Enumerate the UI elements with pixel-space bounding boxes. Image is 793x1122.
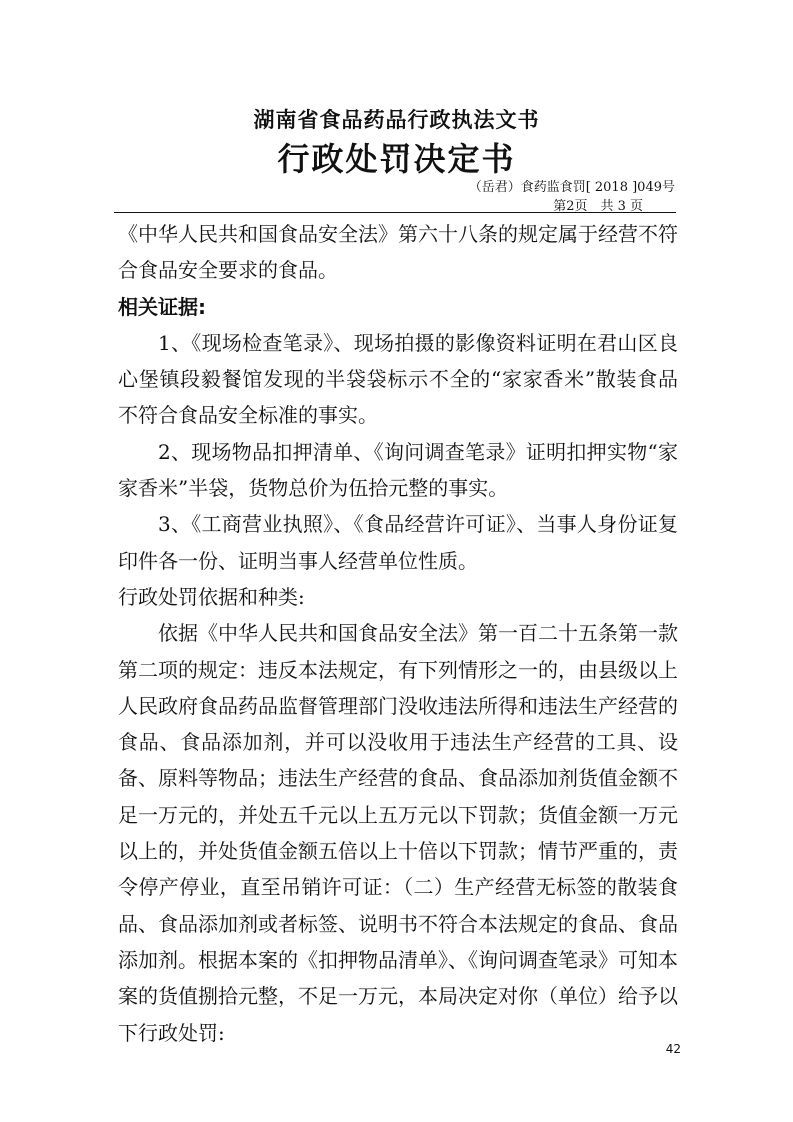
- document-body: [118, 216, 678, 1051]
- document-title: 行政处罚决定书: [277, 140, 516, 178]
- evidence-item-3: 3、《工商营业执照》、《食品经营许可证》、当事人身份证复印件各一份、证明当事人经营单位性质。: [118, 512, 678, 573]
- evidence-heading: 相关证据:: [118, 294, 206, 319]
- page-indicator: 第2页 共 3 页: [553, 199, 643, 214]
- basis-paragraph: 依据《中华人民共和国食品安全法》第一百二十五条第一款第二项的规定：违反本法规定，有下列情形之一的，由县级以上人民政府食品药品监督管理部门没收违法所得和违法生产经营的食品、食品添加剂，并可以没收用于违法生产经营的工具、设备、原料等物品；违法生产经营的食品、食品添加剂货值金额不足一万元的，并处五千元以上五万元以下罚款；货值金额一万元以上的，并处货值金额五倍以上十倍以下罚款；情节严重的，责令停产停业，直至吊销许可证：（二）生产经营无标签的散装食品、食品添加剂或者标签、说明书不符合本法规定的食品、食品添加剂。根据本案的《扣押物品清单》、《询问调查笔录》可知本案的货值捌拾元整，不足一万元，本局决定对你（单位）给予以下行政处罚:: [118, 621, 678, 1045]
- page-number: 42: [665, 1042, 681, 1056]
- header-rule: [114, 212, 676, 213]
- evidence-item-2: 2、现场物品扣押清单、《询问调查笔录》证明扣押实物“家家香米”半袋，货物总价为伍拾元整的事实。: [118, 439, 678, 501]
- evidence-item-1: 1、《现场检查笔录》、现场拍摄的影像资料证明在君山区良心堡镇段毅餐馆发现的半袋袋标示不全的“家家香米”散装食品不符合食品安全标准的事实。: [118, 330, 678, 428]
- basis-heading: 行政处罚依据和种类:: [118, 584, 305, 609]
- document-number: （岳君）食药监食罚[ 2018 ]049号: [468, 180, 675, 195]
- paragraph-law-reference: 《中华人民共和国食品安全法》第六十八条的规定属于经营不符合食品安全要求的食品。: [118, 222, 678, 283]
- agency-title: 湖南省食品药品行政执法文书: [253, 108, 540, 132]
